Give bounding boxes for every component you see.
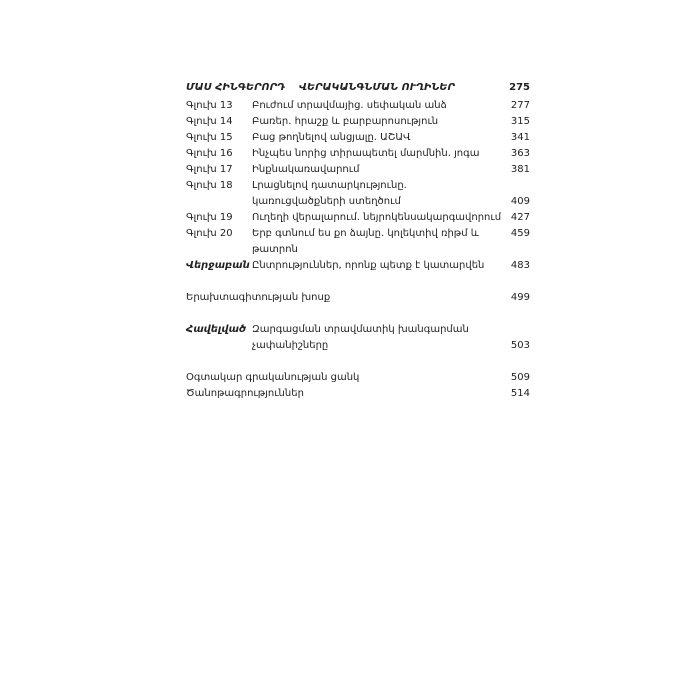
chapter-page: 341 (510, 132, 530, 143)
further-reading-title: Օգտակար գրականության ցանկ (186, 372, 360, 383)
notes-page: 514 (510, 388, 530, 399)
toc-row-chapter-13 (186, 98, 530, 114)
part-title: ՄԱՍ ՀԻՆԳԵՐՈՐԴ ՎԵՐԱԿԱՆԳՆՄԱՆ ՈՒՂԻՆԵՐ (186, 82, 455, 93)
chapter-page: 315 (510, 116, 530, 127)
chapter-label: Գլուխ 13 (186, 100, 233, 111)
chapter-page: 363 (510, 148, 530, 159)
appendix-page: 503 (510, 340, 530, 351)
notes-title: Ծանոթագրություններ (186, 388, 304, 399)
chapter-title: Բաց թողնելով անցյալը. ԱՇԱՎ (252, 132, 411, 143)
toc-row-further-reading (186, 370, 530, 386)
chapter-page: 409 (510, 196, 530, 207)
chapter-page: 277 (510, 100, 530, 111)
toc-row-epilogue (186, 258, 530, 274)
toc-row-chapter-18 (186, 178, 530, 210)
acknowledgments-page: 499 (510, 292, 530, 303)
epilogue-title: Ընտրություններ, որոնք պետք է կատարվեն (252, 260, 485, 271)
toc-row-notes (186, 386, 530, 402)
chapter-page: 381 (510, 164, 530, 175)
chapter-title: Ինքնակառավարում (252, 164, 360, 175)
toc-row-chapter-19 (186, 210, 530, 226)
chapter-label: Գլուխ 17 (186, 164, 233, 175)
chapter-label: Գլուխ 14 (186, 116, 233, 127)
chapter-label: Գլուխ 15 (186, 132, 233, 143)
further-reading-page: 509 (510, 372, 530, 383)
toc-row-acknowledgments (186, 290, 530, 306)
toc-row-chapter-16 (186, 146, 530, 162)
chapter-label: Գլուխ 18 (186, 180, 233, 191)
chapter-page: 427 (510, 212, 530, 223)
toc-row-chapter-17 (186, 162, 530, 178)
chapter-title: Երբ գտնում ես քո ձայնը. կոլեկտիվ ռիթմ և թատրոն (252, 228, 479, 255)
part-heading (186, 82, 530, 98)
toc-row-chapter-15 (186, 130, 530, 146)
toc-row-chapter-14 (186, 114, 530, 130)
chapter-title: Բուժում տրավմայից. սեփական անձ (252, 100, 447, 111)
chapter-title: Ինչպես նորից տիրապետել մարմնին. յոգա (252, 148, 480, 159)
epilogue-page: 483 (510, 260, 530, 271)
appendix-title: Զարգացման տրավմատիկ խանգարման չափանիշները (252, 324, 469, 351)
acknowledgments-title: Երախտագիտության խոսք (186, 292, 331, 303)
table-of-contents (186, 82, 530, 402)
chapter-title: Ուղեղի վերալարում. նեյրոկենսակարգավորում (252, 212, 502, 223)
appendix-label: Հավելված (186, 324, 247, 335)
toc-row-appendix (186, 322, 530, 354)
chapter-page: 459 (510, 228, 530, 239)
chapter-title: Լրացնելով դատարկությունը. կառուցվածքների ստեղծում (252, 180, 407, 207)
chapter-label: Գլուխ 20 (186, 228, 233, 239)
part-page-number: 275 (509, 82, 530, 93)
chapter-label: Գլուխ 16 (186, 148, 233, 159)
toc-row-chapter-20 (186, 226, 530, 255)
chapter-title: Բառեր. հրաշք և բարբարոսություն (252, 116, 439, 127)
epilogue-label: Վերջաբան (186, 260, 250, 271)
chapter-label: Գլուխ 19 (186, 212, 233, 223)
